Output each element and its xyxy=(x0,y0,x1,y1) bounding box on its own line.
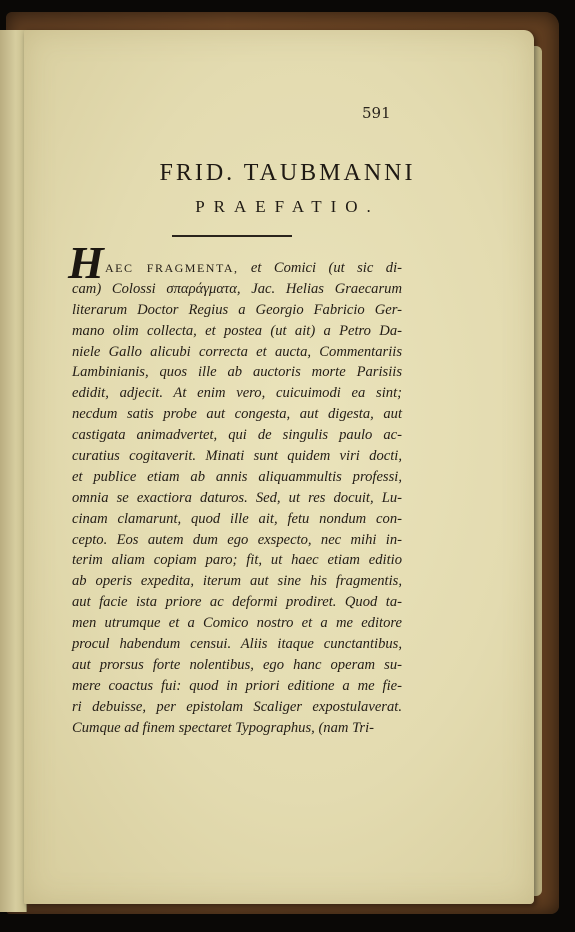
opening-rest: et Comici (ut sic di- xyxy=(238,260,402,276)
title-rule xyxy=(172,235,292,237)
text-line: mere coactus fui: quod in priori editione a me fie- xyxy=(72,677,402,694)
text-line: ab operis expedita, iterum aut sine his fragmentis, xyxy=(72,573,402,590)
text-line: necdum satis probe aut congesta, aut digesta, aut xyxy=(72,406,402,423)
text-line: aut facie ista priore ac deformi prodiret. Quod ta- xyxy=(72,594,402,611)
opening-smallcaps: AEC FRAGMENTA, xyxy=(105,261,239,275)
text-line: curatius cogitaverit. Minati sunt quidem viri docti, xyxy=(72,448,402,465)
text-line: aut prorsus forte nolentibus, ego hanc operam su- xyxy=(72,656,402,673)
text-line: procul habendum censui. Aliis itaque cunctantibus, xyxy=(72,636,402,653)
text-line: et publice etiam ab annis aliquammultis professi, xyxy=(72,468,402,485)
text-line-last: Cumque ad finem spectaret Typographus, (nam Tri- xyxy=(72,719,374,736)
text-line: literarum Doctor Regius a Georgio Fabricio Ger- xyxy=(72,301,402,318)
page-subtitle: PRAEFATIO. xyxy=(195,197,380,216)
text-line: terim aliam copiam paro; fit, ut haec etiam editio xyxy=(72,552,402,569)
body-text xyxy=(72,258,402,738)
text-line-first xyxy=(72,258,402,279)
text-line: men utrumque et a Comico nostro et a me editore xyxy=(72,615,402,632)
text-line: castigata animadvertet, qui de singulis paulo ac- xyxy=(72,427,402,444)
text-line: cepto. Eos autem dum ego exspecto, nec mihi in- xyxy=(72,531,402,548)
text-line: mano olim collecta, et postea (ut ait) a Petro Da- xyxy=(72,322,402,339)
text-line: Lambinianis, quos ille ab auctoris morte Parisiis xyxy=(72,364,402,381)
drop-cap: H xyxy=(68,237,104,288)
page-number: 591 xyxy=(362,104,391,122)
text-line: niele Gallo alicubi correcta et aucta, Commentariis xyxy=(72,343,402,360)
text-line: cam) Colossi σπαράγματα, Jac. Helias Graecarum xyxy=(72,280,402,297)
text-line: edidit, adjecit. At enim vero, cuicuimodi ea sint; xyxy=(72,385,402,402)
text-line: ri debuisse, per epistolam Scaliger expostulaverat. xyxy=(72,698,402,715)
text-line: cinam clamarunt, quod ille ait, fetu nondum con- xyxy=(72,510,402,527)
text-line: omnia se exactiora daturos. Sed, ut res docuit, Lu- xyxy=(72,489,402,506)
page-title: FRID. TAUBMANNI xyxy=(159,160,416,186)
